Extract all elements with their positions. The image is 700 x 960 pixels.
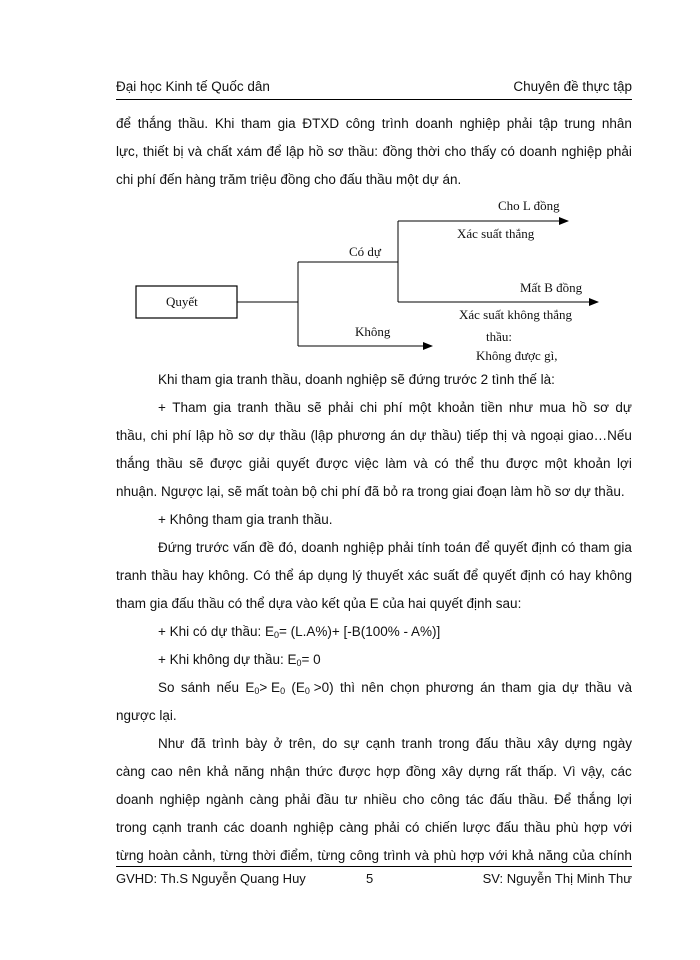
word: gia — [537, 680, 556, 695]
word: từng — [220, 848, 249, 863]
word: lý — [352, 568, 363, 583]
word: càng — [339, 820, 369, 835]
word: và — [414, 848, 430, 863]
text-line — [116, 138, 632, 166]
word: thắng — [577, 792, 612, 807]
word: thầu: — [347, 144, 378, 159]
text-line: ngược lại. — [116, 708, 177, 723]
word: chọn — [390, 680, 420, 695]
word: có — [434, 456, 449, 471]
word: thức — [305, 764, 333, 779]
word: thắng — [116, 456, 150, 471]
text-line: nhuận. Ngược lại, sẽ mất toàn bộ chi phí đã bỏ ra trong giai đoạn làm hồ sơ dự thầu. — [116, 484, 625, 499]
word: hợp — [583, 820, 608, 835]
word: tác — [465, 792, 484, 807]
word: quyết — [494, 540, 528, 555]
symbol: E — [271, 680, 281, 695]
word: thấp. — [527, 764, 558, 779]
word: tranh — [187, 820, 218, 835]
word: thầu — [524, 820, 551, 835]
word: phù — [555, 820, 579, 835]
word: xác — [407, 568, 429, 583]
word: tham — [241, 116, 272, 131]
word: nghiệp — [293, 820, 334, 835]
word: có — [550, 568, 565, 583]
text-line: tham gia đấu thầu có thể dựa vào kết qủa E của hai quyết định sau: — [116, 596, 522, 611]
word: chi — [359, 400, 378, 415]
formula-text: = 0 — [301, 652, 321, 667]
word: bị — [172, 144, 184, 159]
word: xây — [537, 736, 559, 751]
word: sự — [343, 736, 360, 751]
word: đồng — [405, 764, 436, 779]
word: chiến — [424, 820, 458, 835]
word: thể — [275, 568, 294, 583]
word: nghiệp — [561, 144, 602, 159]
word: một — [408, 400, 432, 415]
word: từng — [317, 848, 346, 863]
word: một — [544, 456, 568, 471]
word: tiếp — [466, 428, 489, 443]
word: thầu. — [518, 792, 549, 807]
word: hồ — [308, 144, 324, 159]
word: tranh — [116, 568, 147, 583]
text-line — [116, 534, 632, 562]
formula-text: = (L.A%)+ [-B(100% - A%)] — [279, 624, 441, 639]
compare-expression — [245, 674, 285, 702]
page-footer — [116, 871, 632, 891]
subscript: 0 — [280, 686, 286, 696]
word: dự — [615, 400, 632, 415]
win-outcome-label: Cho L đồng — [498, 198, 560, 213]
word: để — [474, 540, 490, 555]
word: phải — [606, 144, 632, 159]
word: mua — [539, 400, 566, 415]
word: nên — [361, 680, 384, 695]
word: sẽ — [307, 400, 322, 415]
word: bày — [245, 736, 268, 751]
word: không. — [208, 568, 249, 583]
word: khả — [511, 848, 534, 863]
word: thị — [492, 428, 507, 443]
word: Đứng — [158, 540, 192, 555]
word: đó, — [278, 540, 298, 555]
word: nghiệp — [159, 792, 201, 807]
word: phải — [328, 400, 354, 415]
word: nhiều — [363, 792, 397, 807]
word: thầu — [585, 680, 612, 695]
footer-student: SV: Nguyễn Thị Minh Thư — [482, 871, 632, 886]
text-line — [116, 422, 632, 450]
header-university: Đại học Kinh tế Quốc dân — [116, 79, 270, 94]
word: dự — [409, 428, 427, 443]
word: đấu — [475, 736, 499, 751]
word: hợp — [460, 848, 485, 863]
word: thầu) — [430, 428, 462, 443]
word: Khi — [214, 116, 235, 131]
word: phải — [374, 820, 400, 835]
word: trình — [381, 116, 409, 131]
word: nhân — [601, 116, 632, 131]
word: cho — [444, 144, 467, 159]
word: Có — [253, 568, 271, 583]
word: khả — [206, 764, 229, 779]
text-line — [116, 786, 632, 814]
formula-bid — [116, 618, 632, 646]
word: thầu — [279, 428, 306, 443]
word: sơ — [327, 144, 344, 159]
formula-no-bid — [116, 646, 632, 674]
word: tư — [344, 792, 358, 807]
word: Như — [158, 736, 185, 751]
word: vậy, — [581, 764, 606, 779]
word: giao…Nếu — [568, 428, 632, 443]
word: lập — [286, 144, 305, 159]
word: ngành — [206, 792, 244, 807]
text-line — [116, 730, 632, 758]
word: và — [511, 428, 526, 443]
main-body — [116, 366, 632, 870]
lose-probability-label: thầu: — [486, 329, 512, 344]
lose-probability-label: Xác suất không thắng — [459, 307, 573, 322]
word: thời — [416, 144, 441, 159]
word: của — [572, 848, 595, 863]
word: trong — [116, 820, 147, 835]
word: thầu — [504, 736, 531, 751]
symbol: > — [259, 680, 268, 695]
word: trước — [196, 540, 229, 555]
word: phí — [383, 400, 403, 415]
word: thầu. — [178, 116, 209, 131]
word: thầu — [156, 456, 183, 471]
word: + — [158, 400, 166, 415]
word: hay — [182, 568, 204, 583]
word: ở — [273, 736, 283, 751]
word: được — [338, 764, 371, 779]
word: được — [505, 456, 539, 471]
word: sơ — [238, 428, 254, 443]
word: để — [266, 144, 282, 159]
word: trình — [212, 736, 240, 751]
word: suất — [433, 568, 459, 583]
header-doc-type: Chuyên đề thực tập — [513, 79, 632, 94]
text-line — [116, 814, 632, 842]
word: không — [595, 568, 632, 583]
word: hồ — [572, 400, 588, 415]
word: trình — [383, 848, 411, 863]
word: hay — [568, 568, 591, 583]
word: doanh — [301, 540, 339, 555]
word: với — [613, 820, 632, 835]
word: có — [500, 144, 515, 159]
word: lực, — [116, 144, 139, 159]
word: gia — [613, 540, 632, 555]
word: (lập — [310, 428, 333, 443]
word: đồng — [382, 144, 413, 159]
bid-branch-label: Có dự — [349, 244, 381, 259]
word: định — [520, 568, 546, 583]
word: vấn — [233, 540, 255, 555]
word: để — [116, 116, 132, 131]
word: với — [488, 848, 508, 863]
word: doanh — [415, 116, 453, 131]
no-bid-outcome-label: Không được gì, — [476, 348, 558, 363]
word: Tham — [172, 400, 207, 415]
compare-line — [116, 674, 632, 702]
word: đấu — [489, 792, 513, 807]
word: cạnh — [152, 820, 182, 835]
word: điểm, — [280, 848, 314, 863]
word: các — [223, 820, 245, 835]
word: phải — [387, 540, 414, 555]
word: quyết — [276, 456, 310, 471]
word: thì — [339, 680, 355, 695]
word: công — [345, 116, 376, 131]
word: Để — [554, 792, 572, 807]
word: ngoại — [530, 428, 564, 443]
word: phương — [337, 428, 386, 443]
word: thời — [252, 848, 276, 863]
word: thể — [455, 456, 474, 471]
word: ĐTXD — [302, 116, 340, 131]
footer-supervisor: GVHD: Th.S Nguyễn Quang Huy — [116, 871, 306, 886]
word: gia — [277, 116, 296, 131]
lose-outcome-label: Mất B đồng — [520, 280, 583, 295]
word: càng — [249, 792, 279, 807]
word: và — [187, 144, 203, 159]
word: thầu — [151, 568, 178, 583]
word: tranh — [401, 736, 433, 751]
decision-node-label: Quyết — [166, 294, 198, 309]
word: phải — [284, 792, 311, 807]
word: doanh — [519, 144, 557, 159]
page-number: 5 — [366, 871, 374, 886]
word: rất — [505, 764, 522, 779]
word: tính — [417, 540, 441, 555]
word: sơ — [593, 400, 610, 415]
word: các — [610, 764, 632, 779]
symbol: E — [245, 680, 255, 695]
word: công — [430, 792, 460, 807]
word: có — [405, 820, 420, 835]
word: và — [617, 680, 632, 695]
word: toán — [444, 540, 471, 555]
word: phí — [172, 428, 192, 443]
word: phù — [433, 848, 457, 863]
word: thầu — [274, 400, 301, 415]
formula-subscript: 0 — [296, 658, 302, 668]
word: lược — [462, 820, 491, 835]
word: đã — [190, 736, 206, 751]
text-line: chi phí đến hàng trăm triệu đồng cho đấu thầu một dự án. — [116, 172, 462, 187]
word: nghiệp — [459, 116, 501, 131]
word: cảnh, — [182, 848, 216, 863]
text-line — [116, 450, 632, 478]
word: để — [463, 568, 479, 583]
word: chi — [150, 428, 168, 443]
word: trên, — [288, 736, 316, 751]
word: lợi — [617, 792, 632, 807]
word: đấu — [495, 820, 519, 835]
text-line: Khi tham gia tranh thầu, doanh nghiệp sẽ đứng trước 2 tình thế là: — [158, 372, 555, 387]
word: tập — [538, 116, 558, 131]
word: thuyết — [366, 568, 404, 583]
word: chất — [206, 144, 233, 159]
word: dự — [258, 428, 275, 443]
word: và — [413, 456, 428, 471]
header-rule — [116, 99, 632, 100]
page-header — [116, 79, 632, 99]
word: sánh — [180, 680, 211, 695]
word: phải — [506, 116, 533, 131]
word: áp — [298, 568, 314, 583]
word: dựng — [564, 736, 597, 751]
word: trung — [564, 116, 596, 131]
word: lợi — [617, 456, 632, 471]
word: dụng — [317, 568, 348, 583]
word: khoản — [573, 456, 611, 471]
word: chính — [598, 848, 632, 863]
word: thấy — [470, 144, 497, 159]
word: việc — [354, 456, 379, 471]
word: doanh — [250, 820, 288, 835]
word: nếu — [216, 680, 240, 695]
text-line — [116, 562, 632, 590]
formula-text: + Khi không dự thầu: E — [158, 652, 297, 667]
word: án — [480, 680, 496, 695]
word: thầu, — [116, 428, 147, 443]
compare-condition — [291, 674, 333, 702]
formula-text: + Khi có dự thầu: E — [158, 624, 274, 639]
word: công — [349, 848, 379, 863]
word: thiết — [142, 144, 169, 159]
text-line — [116, 394, 632, 422]
word: cao — [150, 764, 173, 779]
word: quyết — [482, 568, 516, 583]
word: dự — [562, 680, 579, 695]
word: đề — [259, 540, 275, 555]
word: nhận — [269, 764, 300, 779]
word: có — [561, 540, 576, 555]
footer-rule — [116, 866, 632, 867]
word: khoản — [437, 400, 475, 415]
text-line: + Không tham gia tranh thầu. — [158, 512, 333, 527]
word: nghiệp — [343, 540, 384, 555]
word: phương — [425, 680, 474, 695]
word: xám — [236, 144, 263, 159]
win-probability-label: Xác suất thắng — [457, 226, 535, 241]
word: cho — [402, 792, 425, 807]
word: do — [322, 736, 338, 751]
word: dựng — [468, 764, 500, 779]
word: từng — [116, 848, 144, 863]
word: thắng — [137, 116, 172, 131]
word: sẽ — [189, 456, 204, 471]
intro-paragraph — [116, 110, 632, 194]
formula-subscript: 0 — [273, 630, 279, 640]
word: làm — [385, 456, 407, 471]
word: tham — [579, 540, 610, 555]
word: tranh — [237, 400, 269, 415]
word: được — [210, 456, 243, 471]
word: xây — [441, 764, 463, 779]
word: gia — [213, 400, 232, 415]
word: được — [315, 456, 349, 471]
text-line — [116, 110, 632, 138]
word: Vì — [562, 764, 576, 779]
subscript: 0 — [254, 686, 260, 696]
word: năng — [234, 764, 265, 779]
word: tham — [501, 680, 532, 695]
no-bid-branch-label: Không — [355, 324, 391, 339]
word: hồ — [218, 428, 234, 443]
word: lập — [195, 428, 214, 443]
word: định — [531, 540, 557, 555]
word: So — [158, 680, 175, 695]
word: ngày — [602, 736, 632, 751]
word: doanh — [116, 792, 154, 807]
word: đầu — [316, 792, 339, 807]
word: hợp — [376, 764, 401, 779]
subscript: 0 — [304, 686, 310, 696]
symbol: >0) — [313, 680, 334, 695]
word: càng — [116, 764, 146, 779]
word: như — [508, 400, 533, 415]
word: án — [390, 428, 406, 443]
word: nên — [178, 764, 201, 779]
word: cạnh — [365, 736, 396, 751]
word: trong — [438, 736, 470, 751]
decision-tree-diagram — [0, 190, 700, 365]
word: thu — [480, 456, 500, 471]
word: giải — [248, 456, 270, 471]
word: hoàn — [148, 848, 179, 863]
word: tiền — [480, 400, 503, 415]
text-line — [116, 758, 632, 786]
symbol: (E — [291, 680, 305, 695]
word: năng — [538, 848, 569, 863]
